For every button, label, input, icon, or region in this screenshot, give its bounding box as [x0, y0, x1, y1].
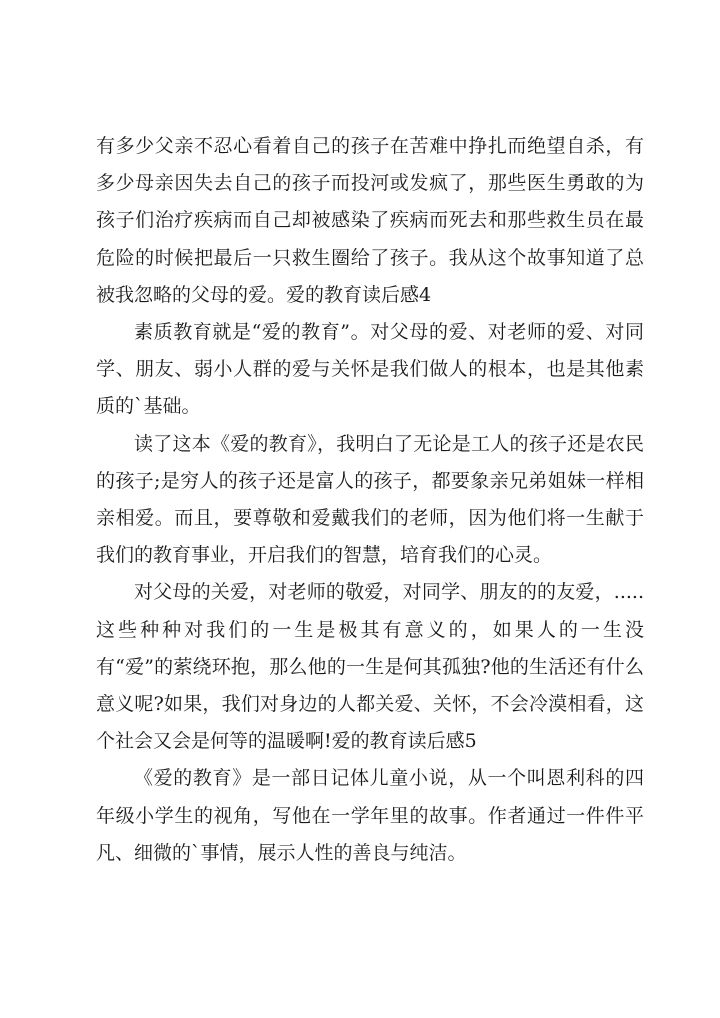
- paragraph-5: 《爱的教育》是一部日记体儿童小说，从一个叫恩利科的四年级小学生的视角，写他在一学年里的故事。作者通过一件件平凡、细微的`事情，展示人性的善良与纯洁。: [96, 767, 644, 864]
- paragraph-3: 读了这本《爱的教育》，我明白了无论是工人的孩子还是农民的孩子;是穷人的孩子还是富人的孩子，都要象亲兄弟姐妹一样相亲相爱。而且，要尊敬和爱戴我们的老师，因为他们将一生献于我们的教育事业，开启我们的智慧，培育我们的心灵。: [96, 432, 644, 567]
- paragraph-2: 素质教育就是“爱的教育”。对父母的爱、对老师的爱、对同学、朋友、弱小人群的爱与关怀是我们做人的根本，也是其他素质的`基础。: [96, 321, 644, 418]
- paragraph-4: 对父母的关爱，对老师的敬爱，对同学、朋友的的友爱，.....这些种种对我们的一生是极其有意义的，如果人的一生没有“爱”的萦绕环抱，那么他的一生是何其孤独?他的生活还有什么意义呢?如果，我们对身边的人都关爱、关怀，不会冷漠相看，这个社会又会是何等的温暖啊!爱的教育读后感5: [96, 581, 644, 753]
- body-text: [96, 128, 644, 872]
- paragraph-1: 有多少父亲不忍心看着自己的孩子在苦难中挣扎而绝望自杀，有多少母亲因失去自己的孩子而投河或发疯了，那些医生勇敢的为孩子们治疗疾病而自己却被感染了疾病而死去和那些救生员在最危险的时候把最后一只救生圈给了孩子。我从这个故事知道了总被我忽略的父母的爱。爱的教育读后感4: [96, 135, 644, 306]
